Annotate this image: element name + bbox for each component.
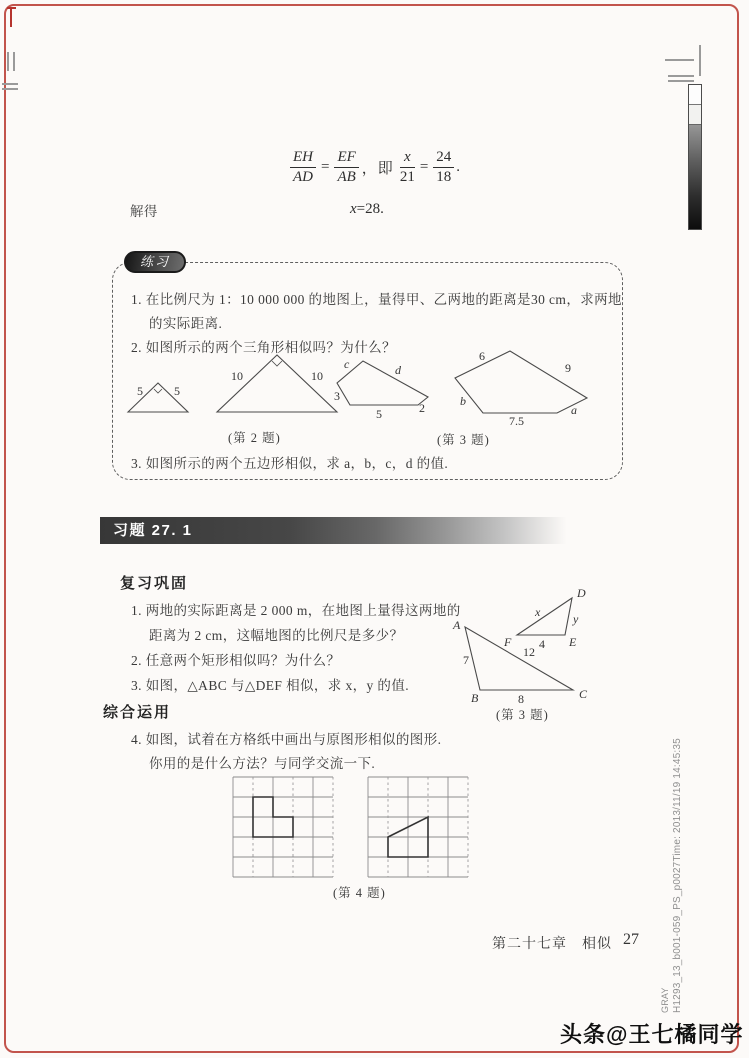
fraction-numerator: x	[400, 149, 415, 168]
triangle-abc	[465, 627, 573, 690]
side-label: d	[395, 363, 401, 377]
vertex-label-a: A	[453, 618, 461, 632]
side-label: c	[344, 357, 350, 371]
similar-triangles-figure	[450, 585, 630, 710]
vertex-label-b: B	[471, 691, 479, 705]
practice-item-3: 3. 如图所示的两个五边形相似，求 a，b，c，d 的值.	[131, 456, 449, 471]
vertex-label-e: E	[569, 635, 577, 649]
formula-connector: ，即	[361, 161, 394, 178]
review-item-1-line-2: 距离为 2 cm，这幅地图的比例尺是多少？	[149, 628, 404, 643]
side-label: 6	[479, 349, 485, 363]
comprehensive-item-4-line-2: 你用的是什么方法？与同学交流一下.	[149, 756, 376, 771]
grid-figure	[230, 772, 480, 884]
side-label-bc: 8	[518, 692, 524, 706]
gray-label-vertical: GRAY	[660, 987, 670, 1013]
side-label: 3	[334, 389, 340, 403]
side-label: 9	[565, 361, 571, 375]
side-label-fe: 4	[539, 637, 545, 651]
fraction-numerator: EF	[334, 149, 358, 168]
right-grid	[368, 777, 468, 877]
practice-item-1-line-2: 的实际距离.	[149, 316, 223, 331]
crop-mark-left-2	[13, 52, 15, 71]
side-label: 5	[137, 384, 143, 398]
figure-caption-3: (第 3 题)	[437, 433, 490, 447]
comprehensive-section-title: 综合运用	[103, 704, 172, 721]
formula-period: .	[456, 159, 461, 176]
fraction-numerator: EH	[290, 149, 316, 168]
side-label: 10	[311, 369, 323, 383]
solution-formula	[288, 149, 460, 187]
crop-mark-left-4	[2, 88, 18, 90]
side-label: 5	[174, 384, 180, 398]
side-label: b	[460, 394, 466, 408]
crop-mark-right-4	[668, 80, 694, 82]
fraction-24-18	[433, 149, 454, 187]
right-angle-mark	[272, 361, 282, 366]
fraction-denominator: AD	[293, 169, 313, 186]
crop-mark-left-3	[2, 83, 18, 85]
left-grid	[233, 777, 333, 877]
equals-sign: =	[419, 159, 429, 176]
side-label-de: y	[573, 612, 579, 626]
practice-item-1-line-1: 1. 在比例尺为 1：10 000 000 的地图上，量得甲、乙两地的距离是30 cm，求两地	[131, 292, 622, 307]
solve-label: 解得	[130, 204, 158, 219]
side-label: 2	[419, 401, 425, 415]
side-label: a	[571, 403, 577, 417]
crop-mark-right-1	[665, 59, 694, 61]
side-label-fd: x	[535, 605, 541, 619]
exercise-header-bar: 习题 27. 1	[100, 517, 576, 544]
right-angle-mark	[154, 389, 162, 393]
vertex-label-d: D	[577, 586, 586, 600]
fraction-denominator: AB	[337, 169, 356, 186]
calibration-strip-gradient	[689, 125, 701, 229]
figure-caption-4: (第 4 题)	[333, 886, 386, 900]
triangle-large	[217, 355, 337, 412]
fraction-denominator: 18	[436, 169, 452, 186]
crop-mark-right-3	[668, 75, 694, 77]
crop-mark-left-1	[7, 52, 9, 71]
watermark: 头条@王七橘同学	[560, 1022, 744, 1047]
footer-chapter: 第二十七章 相似	[492, 937, 612, 952]
fraction-eh-ad	[290, 149, 316, 187]
crop-mark-right-2	[699, 45, 701, 76]
fraction-numerator: 24	[433, 149, 454, 168]
side-label-ab: 7	[463, 653, 469, 667]
calibration-strip-light-box	[689, 105, 701, 125]
practice-figure	[113, 345, 623, 440]
calibration-strip-white-box	[689, 85, 701, 105]
side-label: 5	[376, 407, 382, 421]
comprehensive-item-4-line-1: 4. 如图，试着在方格纸中画出与原图形相似的图形.	[131, 732, 442, 747]
practice-item-2: 2. 如图所示的两个三角形相似吗？为什么？	[131, 340, 396, 355]
equals-sign: =	[321, 159, 330, 176]
solution-result	[350, 201, 384, 218]
calibration-strip	[688, 84, 702, 230]
crop-mark-red-horizontal	[7, 7, 16, 9]
pentagon-small	[337, 361, 428, 405]
result-variable: x	[350, 201, 357, 217]
figure-caption-3b: (第 3 题)	[496, 708, 549, 722]
side-label: 7.5	[509, 414, 524, 428]
vertex-label-c: C	[579, 687, 588, 701]
triangle-def	[517, 598, 572, 635]
practice-badge: 练习	[124, 251, 186, 273]
result-value: =28.	[356, 201, 384, 217]
fraction-ef-ab	[334, 149, 358, 187]
fraction-x-21	[400, 149, 415, 187]
review-item-3: 3. 如图，△ABC 与△DEF 相似，求 x，y 的值.	[131, 678, 410, 693]
review-item-1-line-1: 1. 两地的实际距离是 2 000 m，在地图上量得这两地的	[131, 603, 461, 618]
vertex-label-f: F	[504, 635, 512, 649]
figure-caption-2: (第 2 题)	[228, 431, 281, 445]
side-label: 10	[231, 369, 243, 383]
review-item-2: 2. 任意两个矩形相似吗？为什么？	[131, 653, 341, 668]
review-section-title: 复习巩固	[120, 575, 189, 592]
fraction-denominator: 21	[399, 169, 415, 186]
side-label-ac: 12	[523, 645, 535, 659]
print-info-vertical: H1293_13_b001-059_PS_p0027Time: 2013/11/19 14:45:35	[672, 738, 683, 1013]
page-number: 27	[623, 931, 639, 948]
crop-mark-red-vertical	[10, 7, 12, 27]
